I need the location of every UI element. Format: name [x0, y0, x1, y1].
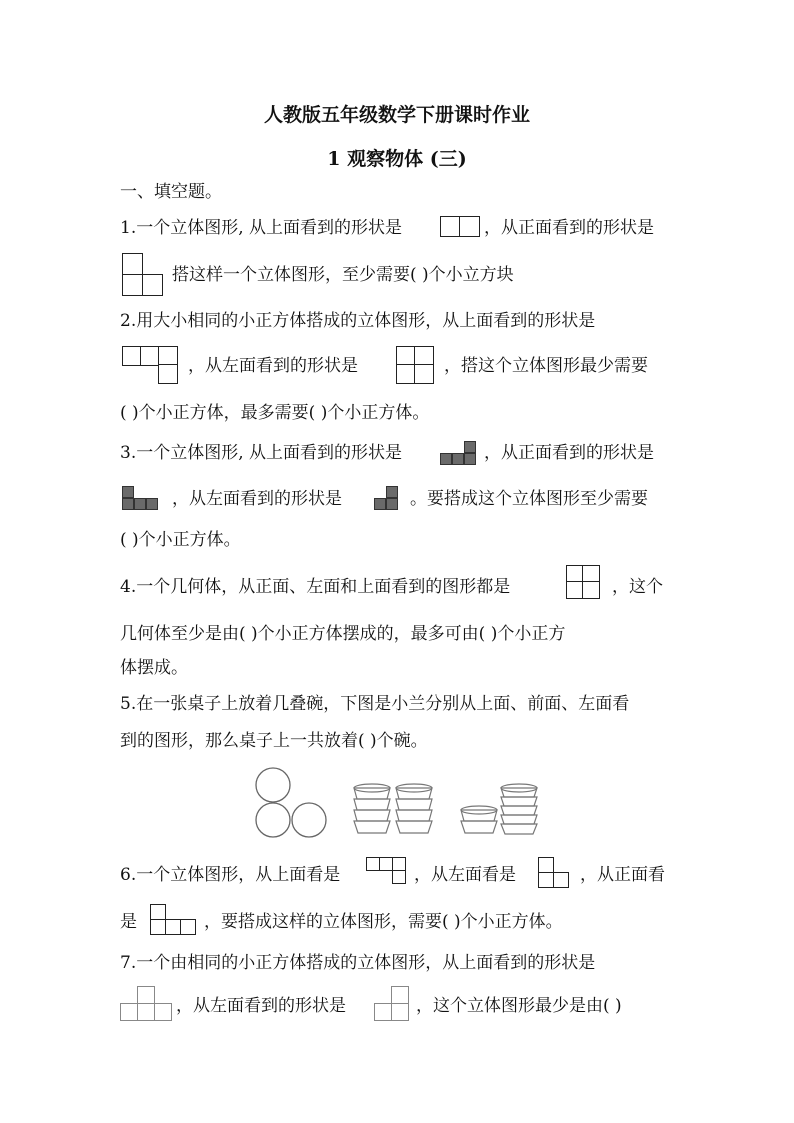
q3-left-view-figure: [374, 485, 400, 511]
q7-top-view-figure: [120, 986, 172, 1022]
section-heading: 一、填空题。: [120, 182, 222, 202]
q6-left-view-figure: [538, 857, 572, 889]
q4-view-figure: [566, 565, 602, 601]
q7-part3: ，这个立体图形最少是由( ): [416, 996, 622, 1016]
q2-top-view-figure: [122, 346, 180, 386]
q3-part1: 3.一个立体图形, 从上面看到的形状是: [120, 443, 403, 463]
q6-part2: ，从左面看是: [414, 865, 516, 885]
q4-part1: 4.一个几何体，从正面、左面和上面看到的图形都是: [120, 577, 511, 597]
q2-line3: ( )个小正方体，最多需要( )个小正方体。: [120, 403, 430, 423]
q3-part3: ，从左面看到的形状是: [172, 489, 342, 509]
q3-top-view-figure: [440, 440, 478, 466]
q2-left-view-figure: [396, 346, 436, 386]
q5-line2: 到的图形，那么桌子上一共放着( )个碗。: [120, 731, 428, 751]
q3-line3: ( )个小正方体。: [120, 530, 241, 550]
q2-part2: ，从左面看到的形状是: [188, 356, 358, 376]
q6-part3: ，从正面看: [580, 865, 665, 885]
q6-part5: ，要搭成这样的立体图形，需要( )个小正方体。: [204, 912, 563, 932]
q1-part3: 搭这样一个立体图形，至少需要( )个小立方块: [172, 265, 514, 285]
q1-top-view-figure: [440, 216, 480, 238]
q7-part2: ，从左面看到的形状是: [176, 996, 346, 1016]
q2-part3: ，搭这个立体图形最少需要: [444, 356, 648, 376]
q1-part2: ，从正面看到的形状是: [484, 218, 654, 238]
q2-line1: 2.用大小相同的小正方体搭成的立体图形，从上面看到的形状是: [120, 311, 596, 331]
q3-part4: 。要搭成这个立体图形至少需要: [410, 489, 648, 509]
q1-part1: 1.一个立体图形, 从上面看到的形状是: [120, 218, 403, 238]
q5-line1: 5.在一张桌子上放着几叠碗，下图是小兰分别从上面、前面、左面看: [120, 694, 630, 714]
q7-left-view-figure: [374, 986, 410, 1022]
q6-part4: 是: [120, 912, 137, 932]
q1-front-view-figure: [122, 253, 164, 297]
q4-line2: 几何体至少是由( )个小正方体摆成的，最多可由( )个小正方: [120, 624, 566, 644]
q7-line1: 7.一个由相同的小正方体搭成的立体图形，从上面看到的形状是: [120, 953, 596, 973]
q6-top-view-figure: [366, 857, 408, 887]
q4-part2: ，这个: [612, 577, 663, 597]
q6-front-view-figure: [150, 904, 198, 936]
page-subtitle: 1 观察物体 (三): [327, 148, 467, 170]
q6-part1: 6.一个立体图形，从上面看是: [120, 865, 341, 885]
page-title: 人教版五年级数学下册课时作业: [263, 104, 530, 126]
q3-part2: ，从正面看到的形状是: [484, 443, 654, 463]
q5-bowl-views-figure: [250, 764, 550, 844]
q4-line3: 体摆成。: [120, 658, 188, 678]
q3-front-view-figure: [122, 485, 160, 511]
